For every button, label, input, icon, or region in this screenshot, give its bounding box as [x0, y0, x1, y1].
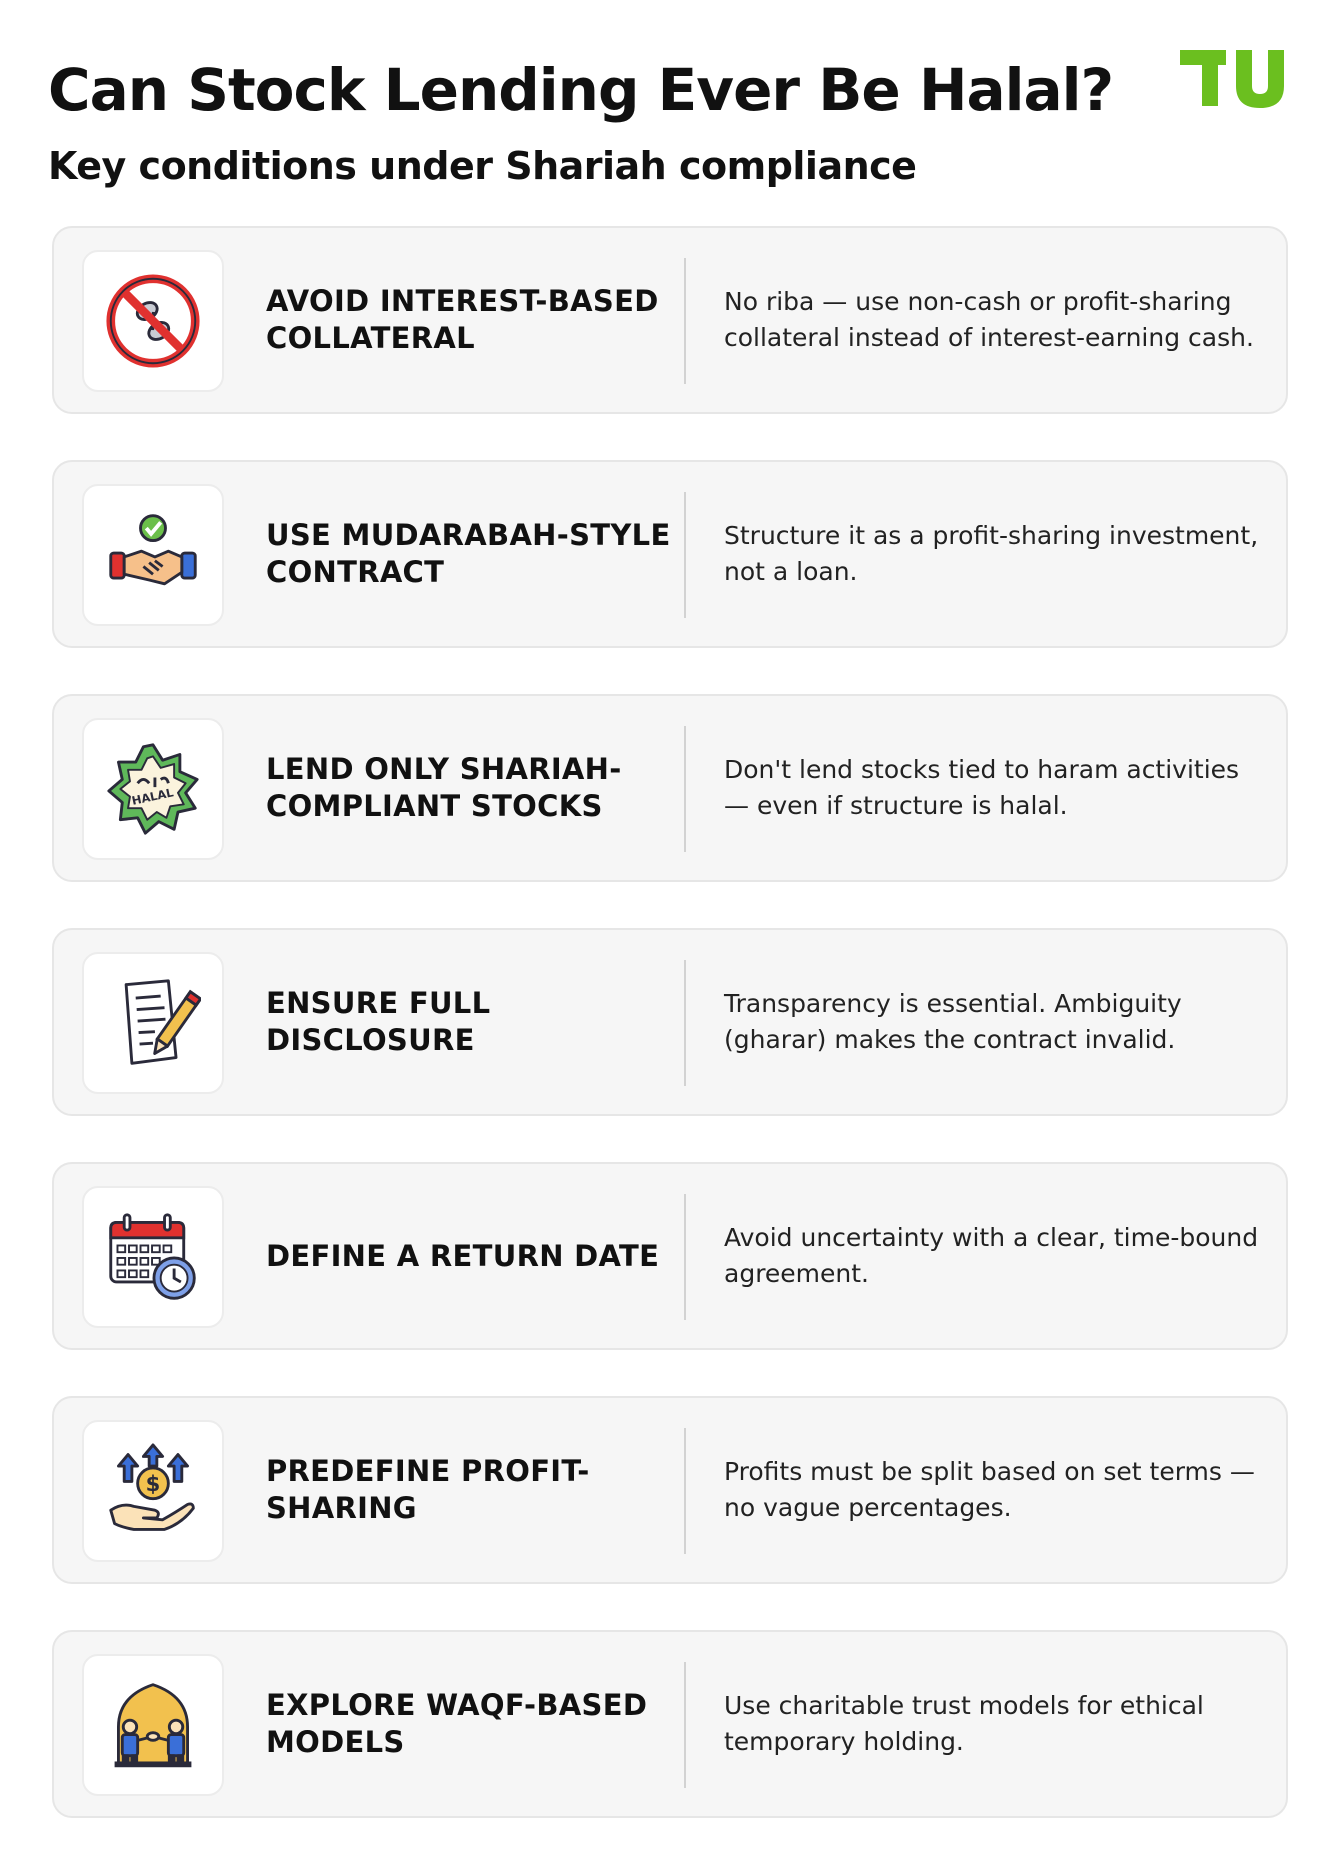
condition-description: Transparency is essential. Ambiguity (gharar) makes the contract invalid.: [724, 989, 1182, 1054]
handshake-icon: [105, 507, 201, 603]
condition-heading: USE MUDARABAH-STYLE CONTRACT: [266, 518, 671, 589]
no-interest-icon: [105, 273, 201, 369]
page-subtitle: Key conditions under Shariah compliance: [48, 144, 917, 188]
profit-sharing-icon: [105, 1443, 201, 1539]
condition-heading: ENSURE FULL DISCLOSURE: [266, 986, 491, 1057]
icon-tile: [82, 952, 224, 1094]
divider: [684, 1194, 686, 1320]
halal-badge-icon: [105, 741, 201, 837]
halal-badge-text: HALAL: [130, 785, 175, 808]
divider: [684, 726, 686, 852]
condition-card: [52, 1630, 1288, 1818]
divider: [684, 1428, 686, 1554]
divider: [684, 492, 686, 618]
condition-description: Avoid uncertainty with a clear, time-bound agreement.: [724, 1223, 1259, 1288]
condition-card: [52, 226, 1288, 414]
icon-tile: [82, 718, 224, 860]
document-pencil-icon: [105, 975, 201, 1071]
condition-card: [52, 928, 1288, 1116]
icon-tile: [82, 1654, 224, 1796]
brand-logo: [1180, 50, 1290, 108]
condition-card: [52, 694, 1288, 882]
condition-description: No riba — use non-cash or profit-sharing collateral instead of interest-earning cash.: [724, 287, 1254, 352]
condition-heading: PREDEFINE PROFIT-SHARING: [266, 1454, 590, 1525]
condition-description: Structure it as a profit-sharing investment, not a loan.: [724, 521, 1259, 586]
condition-description: Don't lend stocks tied to haram activities — even if structure is halal.: [724, 755, 1240, 820]
icon-tile: [82, 250, 224, 392]
condition-card: [52, 1162, 1288, 1350]
condition-card: [52, 1396, 1288, 1584]
divider: [684, 1662, 686, 1788]
condition-heading: AVOID INTEREST-BASED COLLATERAL: [266, 284, 659, 355]
condition-heading: DEFINE A RETURN DATE: [266, 1238, 660, 1273]
waqf-mosque-icon: [105, 1677, 201, 1773]
condition-description: Profits must be split based on set terms — no vague percentages.: [724, 1457, 1255, 1522]
condition-card: [52, 460, 1288, 648]
divider: [684, 960, 686, 1086]
divider: [684, 258, 686, 384]
condition-heading: EXPLORE WAQF-BASED MODELS: [266, 1688, 648, 1759]
icon-tile: [82, 1420, 224, 1562]
page-title: Can Stock Lending Ever Be Halal?: [48, 56, 1114, 124]
condition-description: Use charitable trust models for ethical temporary holding.: [724, 1691, 1204, 1756]
svg-text:$: $: [145, 1471, 161, 1496]
icon-tile: [82, 484, 224, 626]
calendar-clock-icon: [105, 1209, 201, 1305]
condition-heading: LEND ONLY SHARIAH-COMPLIANT STOCKS: [266, 752, 622, 823]
icon-tile: [82, 1186, 224, 1328]
